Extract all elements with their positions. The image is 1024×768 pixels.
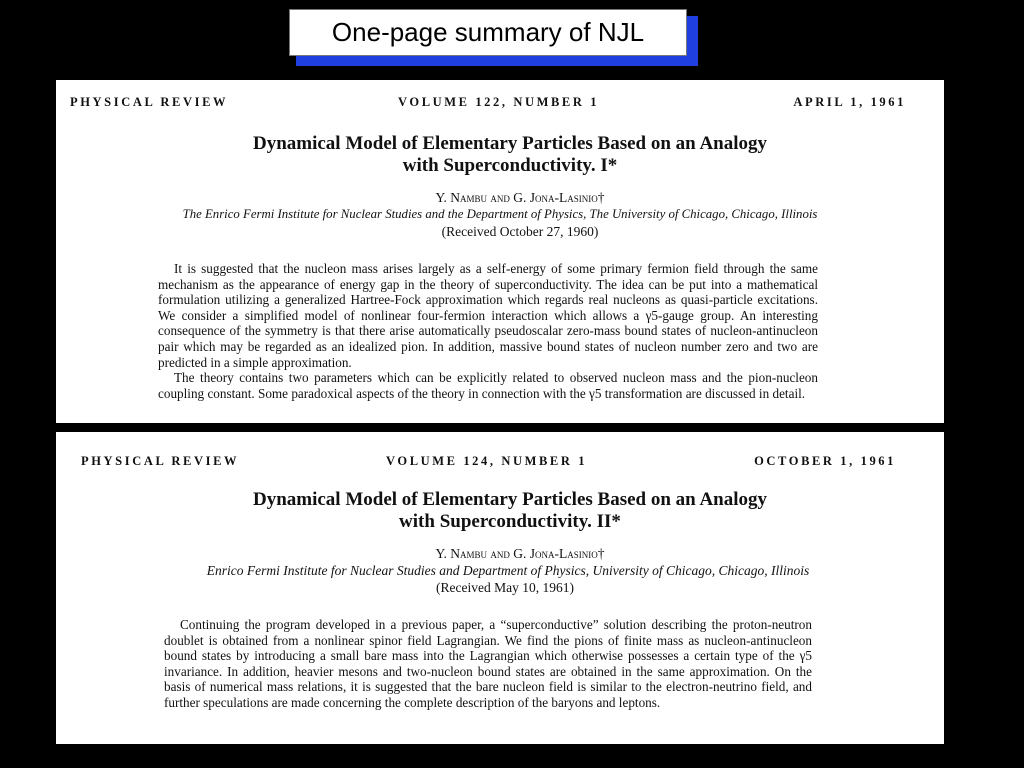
paper-title bbox=[56, 489, 944, 533]
slide-title: One-page summary of NJL bbox=[289, 9, 687, 56]
journal-name: PHYSICAL REVIEW bbox=[70, 95, 229, 109]
paper-title bbox=[56, 133, 944, 177]
received-date: (Received May 10, 1961) bbox=[436, 580, 574, 595]
volume-number: VOLUME 122, NUMBER 1 bbox=[398, 95, 600, 109]
authors: Y. Nambu and G. Jona-Lasinio† bbox=[435, 546, 605, 561]
institution: Enrico Fermi Institute for Nuclear Studies and Department of Physics, University of Chicago, Chicago, Illinois bbox=[206, 563, 810, 578]
paper-title-line-2: with Superconductivity. II* bbox=[399, 511, 621, 532]
abstract-paragraph: It is suggested that the nucleon mass arises largely as a self-energy of some primary fermion field through the same mechanism as the appearance of energy gap in the theory of superconductivity. The idea can be put into a mathematical formulation utilizing a generalized Hartree-Fock approximation which regards real nucleons as quasi-particle excitations. We consider a simplified model of nonlinear four-fermion interaction which allows a γ5-gauge group. An interesting consequence of the symmetry is that there arise automatically pseudoscalar zero-mass bound states of nucleon-antinucleon pair which may be regarded as an idealized pion. In addition, massive bound states of nucleon number zero and two are predicted in a simple approximation. bbox=[158, 261, 818, 370]
volume-number: VOLUME 124, NUMBER 1 bbox=[386, 454, 588, 468]
paper-title-line-1: Dynamical Model of Elementary Particles Based on an Analogy bbox=[252, 133, 768, 154]
paper-title-line-2: with Superconductivity. I* bbox=[402, 155, 618, 176]
institution: The Enrico Fermi Institute for Nuclear Studies and the Department of Physics, The University of Chicago, Chicago, Illinois bbox=[182, 207, 818, 221]
received-date: (Received October 27, 1960) bbox=[441, 224, 599, 239]
paper-clipping-2 bbox=[56, 432, 944, 744]
abstract bbox=[158, 261, 818, 401]
paper-title-line-1: Dynamical Model of Elementary Particles Based on an Analogy bbox=[252, 489, 768, 510]
authors: Y. Nambu and G. Jona-Lasinio† bbox=[435, 190, 605, 205]
issue-date: OCTOBER 1, 1961 bbox=[754, 454, 896, 468]
abstract bbox=[164, 617, 812, 711]
journal-name: PHYSICAL REVIEW bbox=[81, 454, 240, 468]
abstract-paragraph: Continuing the program developed in a previous paper, a “superconductive” solution describing the proton-neutron doublet is obtained from a nonlinear spinor field Lagrangian. We find the pions of finite mass as nucleon-antinucleon bound states by introducing a small bare mass into the Lagrangian which otherwise possesses a certain type of the γ5 invariance. In addition, heavier mesons and two-nucleon bound states are obtained in the same approximation. On the basis of numerical mass relations, it is suggested that the bare nucleon field is similar to the electron-neutrino field, and further speculations are made concerning the complete description of the baryons and leptons. bbox=[164, 617, 812, 710]
issue-date: APRIL 1, 1961 bbox=[793, 95, 906, 109]
abstract-paragraph: The theory contains two parameters which can be explicitly related to observed nucleon mass and the pion-nucleon coupling constant. Some paradoxical aspects of the theory in connection with the γ5 transformation are discussed in detail. bbox=[158, 370, 818, 401]
paper-clipping-1 bbox=[56, 80, 944, 423]
